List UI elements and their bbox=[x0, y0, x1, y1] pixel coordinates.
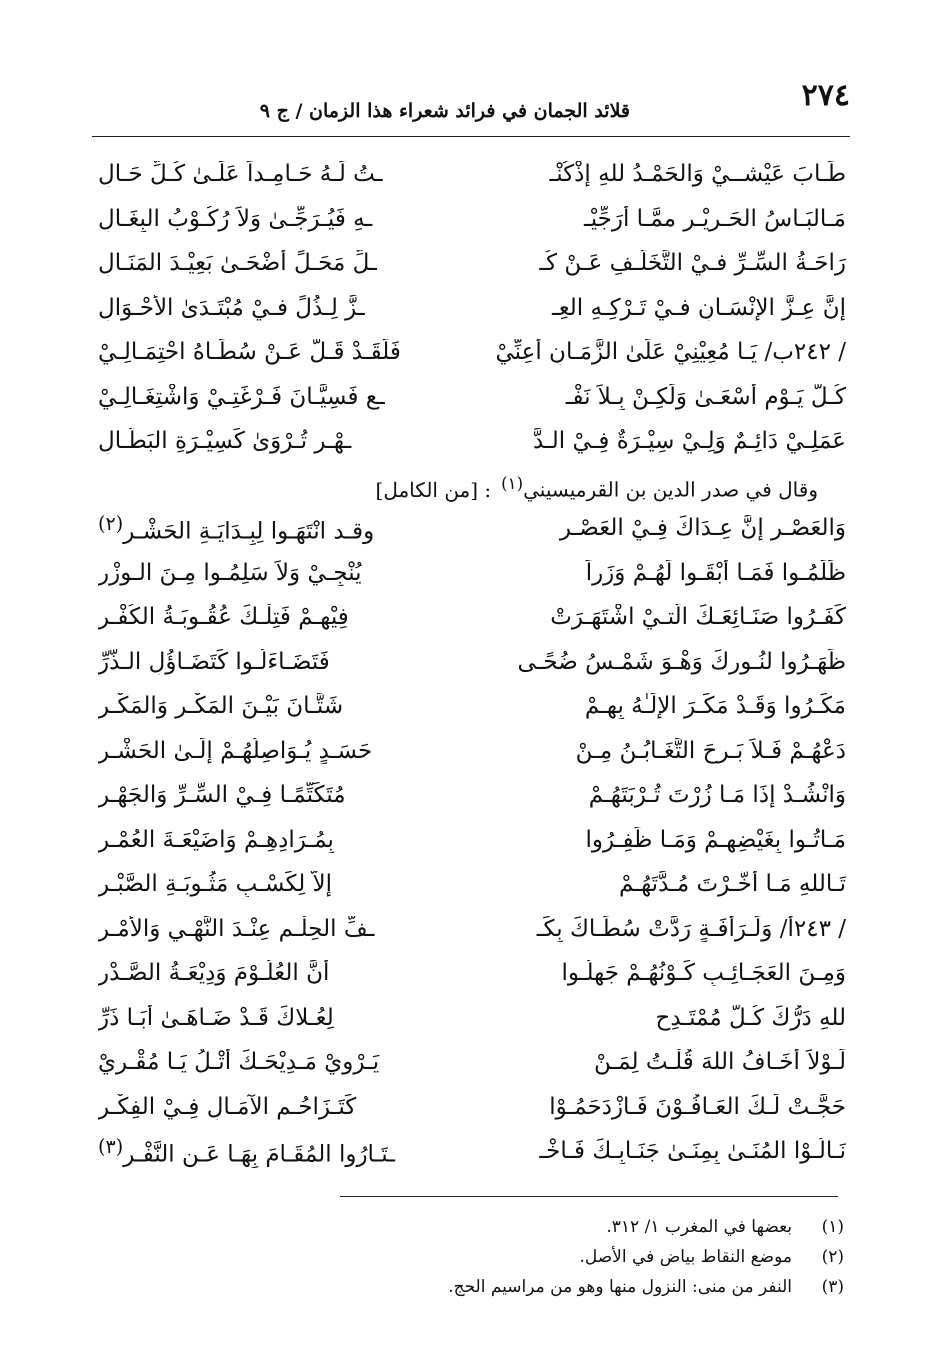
verse-line bbox=[98, 551, 846, 596]
verse-second-hemistich bbox=[98, 827, 450, 853]
footnotes bbox=[284, 1212, 844, 1302]
verse-second-text: فَلَقَـدْ قَـلَّ عَـنْ سُطَـاهُ احْتِمَـالِـيْ bbox=[98, 339, 401, 366]
verse-line bbox=[98, 1085, 846, 1130]
verse-second-hemistich bbox=[98, 206, 450, 232]
verse-second-text: ـتُ لَـهُ حَـامِـداً عَلَـىٰ كُـلِّ حَـالِ bbox=[98, 161, 383, 188]
intro-text: وقال في صدر الدين بن القرميسيني bbox=[523, 477, 818, 502]
verse-second-hemistich bbox=[98, 512, 450, 545]
verse-second-hemistich bbox=[98, 649, 450, 675]
footnote bbox=[284, 1272, 844, 1302]
verse-second-text: يَـرْوِيْ مَـدِيْحَـكَ أَتْـلُ يَـا مُقْـرِيْ bbox=[98, 1049, 380, 1076]
verse-second-hemistich bbox=[98, 1005, 450, 1031]
footnote-text: بعضها في المغرب ١/ ٣١٢. bbox=[606, 1217, 792, 1237]
verse-line bbox=[98, 818, 846, 863]
verse-first-hemistich: وَمِـنَ العَجَـائِـبِ كَـوْنُهُـمْ جَهِلُـوا bbox=[561, 960, 846, 987]
verse-second-text: كَتَـزَاحُـمِ الآمَـالِ فِـيْ الفِكْـرِ bbox=[98, 1093, 357, 1120]
verse-second-hemistich bbox=[98, 1049, 450, 1075]
running-title: قلائد الجمان في فرائد شعراء هذا الزمان / ج ٩ bbox=[259, 100, 630, 122]
verse-first-hemistich: دَعْهُـمْ فَـلاَ بَـرِحَ التَّغَـابُـنُ مِـنْ bbox=[575, 737, 846, 764]
verse-second-text: وقـد انْتَهَـوا لِبِـدَايَـةِ الحَشْـرِ bbox=[123, 518, 375, 545]
header-rule bbox=[92, 136, 850, 137]
verse-footnote-ref: (٣) bbox=[98, 1134, 124, 1158]
verse-second-hemistich bbox=[98, 161, 450, 187]
verse-second-text: يُنْجِـيْ وَلاَ سَلِمُـوا مِـنَ الـوِزْرِ bbox=[98, 559, 362, 586]
verse-second-hemistich bbox=[98, 428, 450, 454]
verse-line bbox=[98, 241, 846, 286]
verse-line bbox=[98, 197, 846, 242]
verse-second-text: ـزَّ لِـذُلٍّ فـيْ مُبْتَـدَىٰ الأَحْـوَالِ bbox=[98, 294, 365, 321]
verse-line bbox=[98, 996, 846, 1041]
verse-first-hemistich: طَـابَ عَيْشــيْ وَالحَمْـدُ للهِ إذْكُنْـ bbox=[549, 161, 846, 188]
page-number: ٢٧٤ bbox=[801, 78, 850, 113]
verse-line bbox=[98, 640, 846, 685]
verse-line bbox=[98, 152, 846, 197]
verse-line bbox=[98, 951, 846, 996]
verse-first-hemistich: كَفَـرُوا صَنَـائِعَـكَ الَّتـيْ اشْتَهَـرَتْ bbox=[550, 604, 846, 631]
verse-second-text: مُتَكَتِّمًـا فِـيْ السِّـرِّ وَالجَهْـرِ bbox=[98, 782, 346, 809]
verse-second-hemistich bbox=[98, 295, 450, 321]
verse-first-hemistich: تَـاللهِ مَـا أَخَّـرْتَ مُـدَّتَهُـمْ bbox=[619, 871, 846, 898]
verse-second-text: بِمُـرَادِهِـمْ وَاضَيْعَـةَ العُمْـرِ bbox=[98, 826, 334, 853]
verse-first-hemistich: وَانْشُـدْ إذَا مَـا زُرْتَ تُـرْبَتَهُـمْ bbox=[588, 782, 846, 809]
footnote-number: (٣) bbox=[821, 1277, 844, 1297]
verse-second-text: حَسَـدٍ يُـوَاصِلُهُـمْ إلَـىٰ الحَشْـرِ bbox=[98, 737, 373, 764]
verse-line bbox=[98, 729, 846, 774]
verse-second-hemistich bbox=[98, 384, 450, 410]
footnote bbox=[284, 1212, 844, 1242]
verse-line bbox=[98, 330, 846, 375]
verse-line bbox=[98, 684, 846, 729]
verse-second-hemistich bbox=[98, 250, 450, 276]
verse-second-hemistich bbox=[98, 1135, 450, 1168]
verse-second-text: ـلِّ مَحَـلٍّ أَضْحَـىٰ بَعِيْـدَ المَنَـالِ bbox=[98, 250, 377, 277]
verse-first-hemistich: ظَلَمُـوا فَمَـا أَبْقَـوا لَهُـمْ وَزَراً bbox=[585, 559, 846, 586]
footnote-ref: (١) bbox=[501, 474, 524, 493]
verse-first-hemistich: مَـالبَـاسُ الحَـرِيْـرِ ممَّـا أُرَجِّيْـ bbox=[583, 205, 846, 232]
verse-first-hemistich: لَـوْلاَ أَخَـافُ اللهَ قُلْـتُ لِمَـنْ bbox=[593, 1049, 846, 1076]
verse-line bbox=[98, 773, 846, 818]
poem-intro bbox=[96, 474, 818, 502]
verse-second-hemistich bbox=[98, 738, 450, 764]
verse-line bbox=[98, 375, 846, 420]
footnote-rule bbox=[340, 1196, 838, 1197]
verse-line bbox=[98, 907, 846, 952]
verse-second-text: شَتَّـانَ بَيْـنَ المَكْـرِ وَالمَكْـرِ bbox=[98, 693, 344, 720]
verse-first-hemistich: للهِ دَرُّكَ كُـلُّ مُمْتَـدِحٍ bbox=[655, 1004, 846, 1031]
verse-first-hemistich: / ٢٤٢ب/ يَـا مُعِيْنِيْ عَلَىٰ الزَّمَـانِ أَعِنِّيْ bbox=[495, 339, 846, 366]
verse-first-hemistich: كُـلَّ يَـوْمٍ أَسْعَـىٰ وَلَكِـنْ بِـلاَ نَفْـ bbox=[565, 383, 846, 410]
poem-block-2 bbox=[98, 506, 846, 1174]
verse-second-text: ـتَـارُوا المُقَـامَ بِهَـا عَـنِ النَّفْـرِ bbox=[123, 1141, 395, 1168]
verse-line bbox=[98, 1129, 846, 1174]
verse-first-hemistich: نَـالُـوْا المُنَـىٰ بِمِنَـىٰ جَنَـابِـكَ فَـاخْـ bbox=[539, 1138, 846, 1165]
verse-first-hemistich: ظَهَـرُوا لنُـورِكَ وَهْـوَ شَمْـسُ ضُحًـى bbox=[517, 648, 846, 675]
verse-first-hemistich: مَكَـرُوا وَقَـدْ مَكَـرَ الإلَـٰهُ بِهِـمْ bbox=[584, 693, 846, 720]
verse-footnote-ref: (٢) bbox=[98, 511, 124, 535]
verse-first-hemistich: مَـاتُـوا بِغَيْضِهِـمْ وَمَـا ظَفِـرُوا bbox=[585, 826, 846, 853]
page-header bbox=[92, 78, 850, 134]
verse-first-hemistich: إنَّ عِـزَّ الإنْسَـانِ فـيْ تَـرْكِـهِ العِـ bbox=[551, 294, 846, 321]
footnote-text: النفر من منى: النزول منها وهو من مراسيم الحج. bbox=[448, 1277, 792, 1297]
poem-meter: : [من الكامل] bbox=[375, 477, 492, 502]
poem-block-1 bbox=[98, 152, 846, 464]
verse-second-text: ـهْـرِ تُـرْوَىٰ كَسِيْـرَةِ البَطَّـالِ bbox=[98, 428, 352, 455]
verse-line bbox=[98, 286, 846, 331]
verse-second-text: ـعٍ فَسِيَّـانَ فَـرْغَتِـيْ وَاشْتِغَـالِـيْ bbox=[98, 383, 385, 410]
verse-line bbox=[98, 506, 846, 551]
verse-line bbox=[98, 419, 846, 464]
verse-second-text: ـفِّ الحِلْـمِ عِنْـدَ النَّهْـيِ وَالأَمْـرِ bbox=[98, 915, 375, 942]
verse-second-text: فِيْهِـمْ فَتِلْـكَ عُقُـوبَـةُ الكُفْـرِ bbox=[98, 604, 349, 631]
footnote bbox=[284, 1242, 844, 1272]
verse-second-hemistich bbox=[98, 960, 450, 986]
verse-second-hemistich bbox=[98, 782, 450, 808]
verse-second-hemistich bbox=[98, 560, 450, 586]
footnote-number: (٢) bbox=[821, 1247, 844, 1267]
verse-second-text: إلاَّ لِكَسْـبِ مَثُـوبَـةِ الصَّبْـرِ bbox=[98, 871, 333, 898]
verse-first-hemistich: عَمَلِـيْ دَائِـمٌ وَلِـيْ سِيْـرَةٌ فِـيْ الـدَّ bbox=[532, 428, 846, 455]
verse-second-hemistich bbox=[98, 916, 450, 942]
verse-second-hemistich bbox=[98, 693, 450, 719]
verse-first-hemistich: رَاحَـةُ السِّـرِّ فـيْ التَّخَلُّـفِ عَـنْ كُـ bbox=[539, 250, 846, 277]
verse-line bbox=[98, 1040, 846, 1085]
verse-first-hemistich: / ٢٤٣أ/ وَلَـرَأْفَـةٍ رَدَّتْ سُطَـاكَ بِكَـ bbox=[536, 915, 846, 942]
verse-second-hemistich bbox=[98, 1094, 450, 1120]
verse-first-hemistich: وَالعَصْـرِ إنَّ عِـدَاكَ فِـيْ العَصْـرِ bbox=[559, 515, 846, 542]
verse-second-text: أَنَّ العُلُـوْمَ وَدِيْعَـةُ الصَّـدْرِ bbox=[98, 960, 330, 987]
verse-second-text: فَتَضَـاءَلُـوا كَتَضَـاؤُلِ الـذَّرِّ bbox=[98, 648, 330, 675]
verse-first-hemistich: حَجَّـتْ لَـكَ العَـافُـوْنَ فَـازْدَحَمُـوْا bbox=[549, 1093, 846, 1120]
verse-line bbox=[98, 595, 846, 640]
verse-second-text: لِعُـلاكَ قَـدْ ضَـاهَـىٰ أَبَـا ذَرِّ bbox=[98, 1004, 334, 1031]
verse-second-hemistich bbox=[98, 339, 450, 365]
footnote-number: (١) bbox=[821, 1217, 844, 1237]
verse-line bbox=[98, 862, 846, 907]
footnote-text: موضع النقاط بياض في الأصل. bbox=[579, 1247, 792, 1267]
verse-second-text: ـهِ فَيُـرَجِّـىٰ وَلاَ رُكُـوْبُ البِغَـالِ bbox=[98, 205, 373, 232]
verse-second-hemistich bbox=[98, 604, 450, 630]
verse-second-hemistich bbox=[98, 871, 450, 897]
